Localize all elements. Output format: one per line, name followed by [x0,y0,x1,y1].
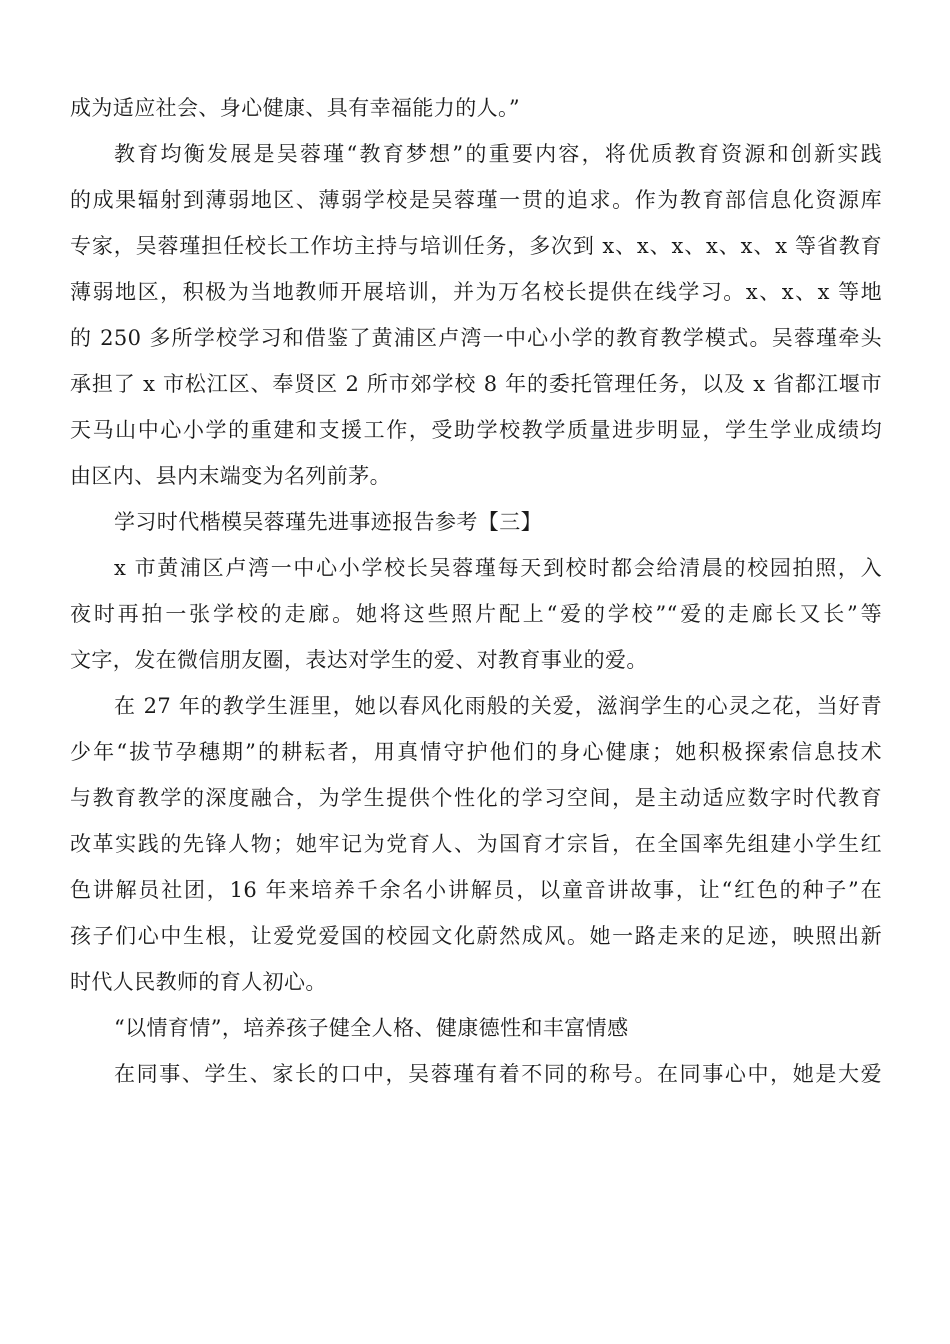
text-line: 的成果辐射到薄弱地区、薄弱学校是吴蓉瑾一贯的追求。作为教育部信息化资源库 [70,188,882,212]
text-line: 文字，发在微信朋友圈，表达对学生的爱、对教育事业的爱。 [70,648,648,672]
section-heading: 学习时代楷模吴蓉瑾先进事迹报告参考【三】 [114,510,542,534]
text-line: 天马山中心小学的重建和支援工作，受助学校教学质量进步明显，学生学业成绩均 [70,418,882,442]
text-line: x 市黄浦区卢湾一中心小学校长吴蓉瑾每天到校时都会给清晨的校园拍照，入 [114,556,882,580]
text-line: 与教育教学的深度融合，为学生提供个性化的学习空间，是主动适应数字时代教育 [70,786,882,810]
subheading: “以情育情”，培养孩子健全人格、健康德性和丰富情感 [114,1016,629,1040]
text-line: 夜时再拍一张学校的走廊。她将这些照片配上“爱的学校”“爱的走廊长又长”等 [70,602,882,626]
text-line: 的 250 多所学校学习和借鉴了黄浦区卢湾一中心小学的教育教学模式。吴蓉瑾牵头 [70,326,882,350]
text-line: 色讲解员社团，16 年来培养千余名小讲解员，以童音讲故事，让“红色的种子”在 [70,878,882,902]
text-line: 在同事、学生、家长的口中，吴蓉瑾有着不同的称号。在同事心中，她是大爱 [114,1062,882,1086]
text-line: 在 27 年的教学生涯里，她以春风化雨般的关爱，滋润学生的心灵之花，当好青 [114,694,882,718]
text-line: 承担了 x 市松江区、奉贤区 2 所市郊学校 8 年的委托管理任务，以及 x 省都江堰市 [70,372,882,396]
text-line: 少年“拔节孕穗期”的耕耘者，用真情守护他们的身心健康；她积极探索信息技术 [70,740,882,764]
document-body [70,85,882,1097]
text-line: 由区内、县内末端变为名列前茅。 [70,464,391,488]
text-line: 成为适应社会、身心健康、具有幸福能力的人。” [70,96,521,120]
text-line: 教育均衡发展是吴蓉瑾“教育梦想”的重要内容，将优质教育资源和创新实践 [114,142,882,166]
text-line: 孩子们心中生根，让爱党爱国的校园文化蔚然成风。她一路走来的足迹，映照出新 [70,924,882,948]
text-line: 专家，吴蓉瑾担任校长工作坊主持与培训任务，多次到 x、x、x、x、x、x 等省教育 [70,234,882,258]
text-line: 改革实践的先锋人物；她牢记为党育人、为国育才宗旨，在全国率先组建小学生红 [70,832,882,856]
text-line: 薄弱地区，积极为当地教师开展培训，并为万名校长提供在线学习。x、x、x 等地 [70,280,882,304]
text-line: 时代人民教师的育人初心。 [70,970,327,994]
